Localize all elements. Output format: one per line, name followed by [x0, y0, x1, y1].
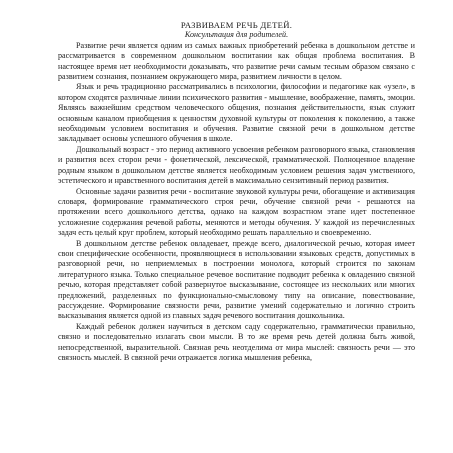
- document-page: [58, 20, 415, 363]
- paragraph-4: Основные задачи развития речи - воспитание звуковой культуры речи, обогащение и активизация словаря, формирование грамматического строя речи, обучение связной речи - решаются на протяжении всего дошкольного детства, однако на каждом возрастном этапе идет постепенное усложнение содержания речевой работы, меняются и методы обучения. У каждой из перечисленных задач есть целый круг проблем, который необходимо решать параллельно и своевременно.: [58, 186, 415, 238]
- paragraph-3: Дошкольный возраст - это период активного усвоения ребенком разговорного языка, становления и развития всех сторон речи - фонетической, лексической, грамматической. Полноценное владение родным языком в дошкольном детстве является необходимым условием решения задач умственного, эстетического и нравственного воспитания детей в максимально сензитивный период развития.: [58, 144, 415, 186]
- paragraph-6: Каждый ребенок должен научиться в детском саду содержательно, грамматически правильно, связно и последовательно излагать свои мысли. В то же время речь детей должна быть живой, непосредственной, выразительной. Связная речь неотделима от мира мыслей: связность речи — это связность мыслей. В связной речи отражается логика мышления ребенка,: [58, 321, 415, 362]
- paragraph-2: Язык и речь традиционно рассматривались в психологии, философии и педагогике как «узел», в котором сходятся различные линии психического развития - мышление, воображение, память, эмоции. Являясь важнейшим средством человеческого общения, познания действительности, язык служит основным каналом приобщения к ценностям духовной культуры от поколения к поколению, а также необходимым условием воспитания и обучения. Развитие связной речи в дошкольном детстве закладывает основы успешного обучения в школе.: [58, 82, 415, 144]
- paragraph-5: В дошкольном детстве ребенок овладевает, прежде всего, диалогической речью, которая имеет свои специфические особенности, проявляющиеся в использовании языковых средств, допустимых в разговорной речи, но неприемлемых в построении монолога, который строится по законам литературного языка. Только специальное речевое воспитание подводит ребенка к овладению связной речью, которая представляет собой развернутое высказывание, состоящее из нескольких или многих предложений, разделенных по функционально-смысловому типу на описание, повествование, рассуждение. Формирование связности речи, развитие умений содержательно и логично строить высказывания является одной из главных задач речевого воспитания дошкольника.: [58, 238, 415, 321]
- paragraph-1: Развитие речи является одним из самых важных приобретений ребенка в дошкольном детстве и рассматривается в современном дошкольном воспитании как общая проблема воспитания. В настоящее время нет необходимости доказывать, что развитие речи самым тесным образом связано с развитием сознания, познанием окружающего мира, развитием личности в целом.: [58, 40, 415, 82]
- document-title: РАЗВИВАЕМ РЕЧЬ ДЕТЕЙ.: [180, 20, 293, 30]
- document-subtitle: Консультация для родителей.: [184, 30, 289, 40]
